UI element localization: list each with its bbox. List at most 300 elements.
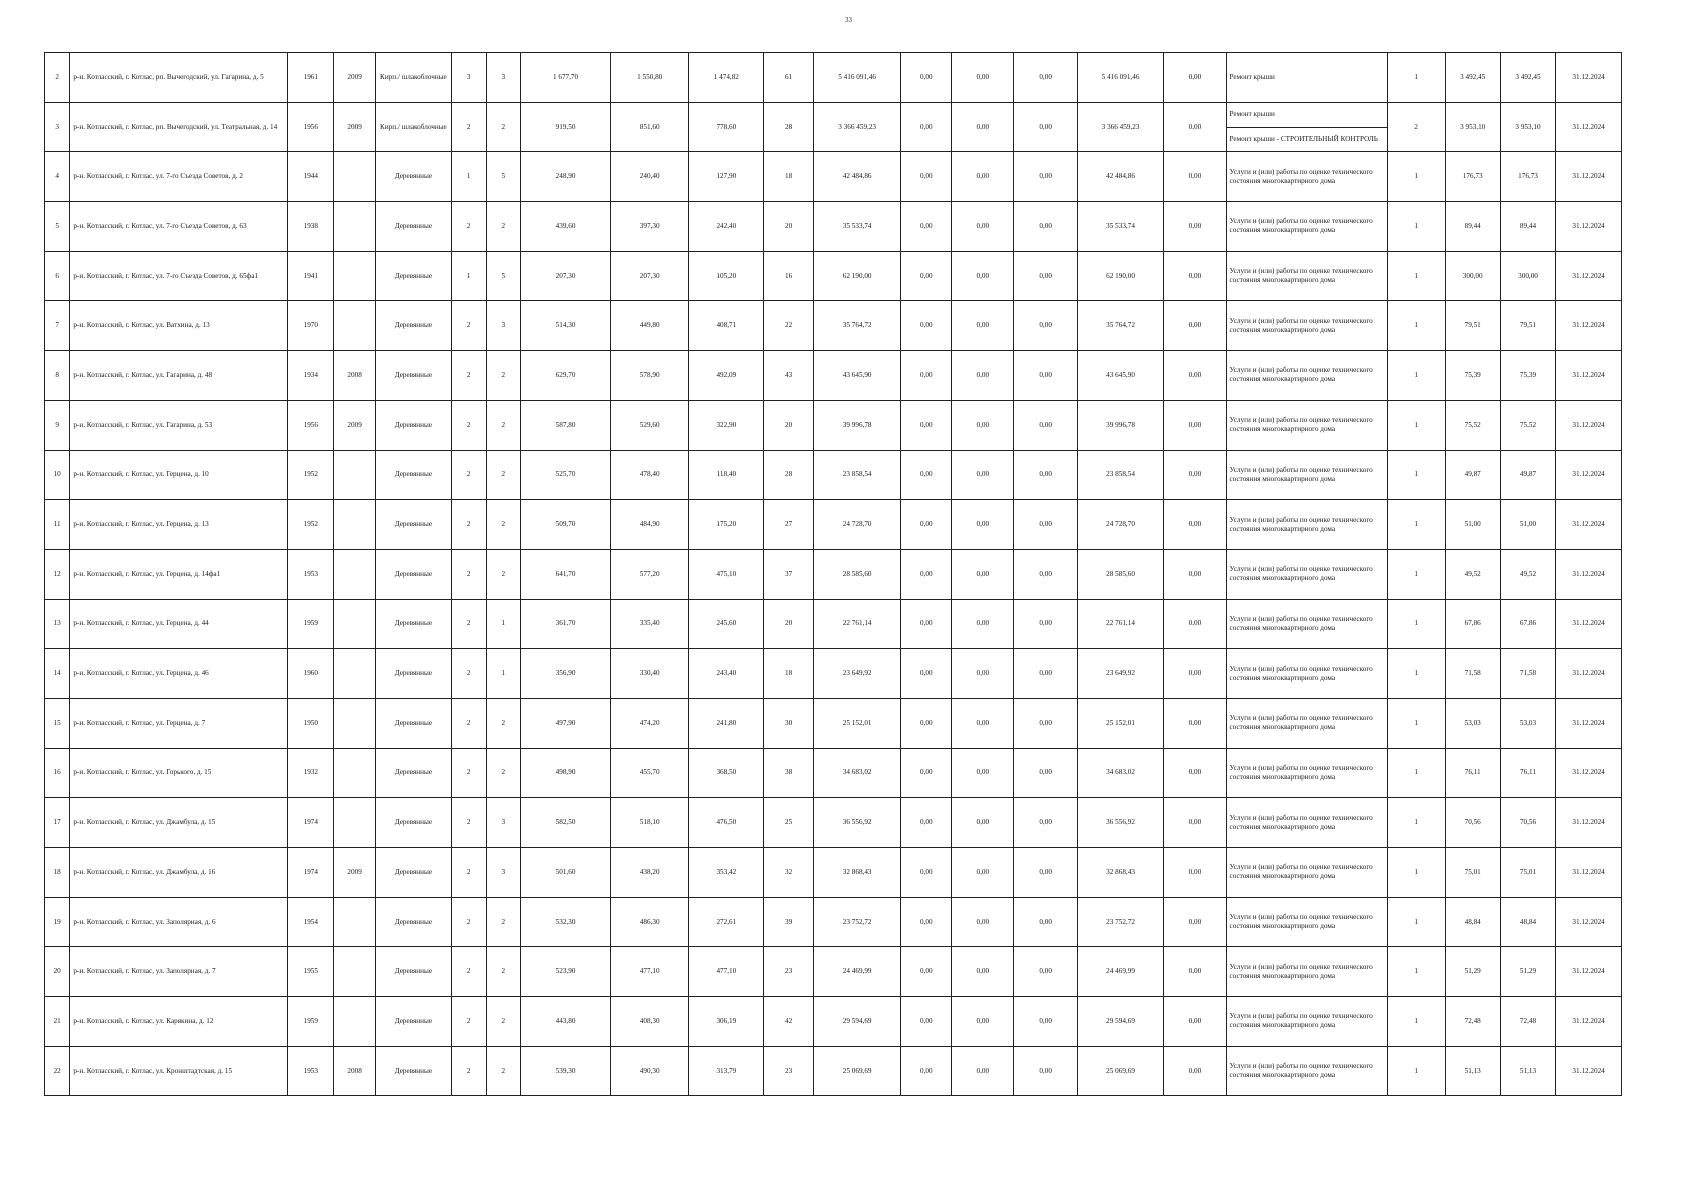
owner-funds-cell: 25 152,01 xyxy=(1077,698,1163,748)
work-count-cell: 1 xyxy=(1387,1046,1445,1096)
fund-federal-cell: 0,00 xyxy=(901,848,952,898)
work-count-cell: 1 xyxy=(1387,947,1445,997)
fund-federal-cell: 0,00 xyxy=(901,500,952,550)
row-number: 16 xyxy=(45,748,70,798)
wall-material-cell: Деревянные xyxy=(375,698,451,748)
total-area-cell: 532,30 xyxy=(521,897,611,947)
total-area-cell: 514,30 xyxy=(521,301,611,351)
work-count-cell: 1 xyxy=(1387,301,1445,351)
fund-regional-cell: 0,00 xyxy=(952,848,1014,898)
fund-regional-cell: 0,00 xyxy=(952,500,1014,550)
floors-cell: 2 xyxy=(451,549,486,599)
table-row xyxy=(45,251,1622,301)
owner-funds-cell: 23 858,54 xyxy=(1077,450,1163,500)
table-row xyxy=(45,301,1622,351)
floors-cell: 2 xyxy=(451,698,486,748)
wall-material-cell: Деревянные xyxy=(375,748,451,798)
completion-date-cell: 31.12.2024 xyxy=(1556,152,1622,202)
total-area-cell: 498,90 xyxy=(521,748,611,798)
unit-cost-limit-cell: 300,00 xyxy=(1500,251,1555,301)
fund-regional-cell: 0,00 xyxy=(952,997,1014,1047)
work-count-cell: 1 xyxy=(1387,897,1445,947)
total-area-cell: 641,70 xyxy=(521,549,611,599)
owner-funds-cell: 62 190,00 xyxy=(1077,251,1163,301)
floors-cell: 2 xyxy=(451,848,486,898)
floors-cell: 2 xyxy=(451,798,486,848)
entrances-cell: 3 xyxy=(486,301,521,351)
unit-cost-limit-cell: 75,52 xyxy=(1500,400,1555,450)
address-cell: р-н. Котласский, г. Котлас, ул. 7-го Съезда Советов, д. 2 xyxy=(70,152,288,202)
address-cell: р-н. Котласский, г. Котлас, ул. Джамбула, д. 15 xyxy=(70,798,288,848)
work-type-item: Услуги и (или) работы по оценке технического состояния многоквартирного дома xyxy=(1229,515,1373,533)
fund-regional-cell: 0,00 xyxy=(952,549,1014,599)
other-funds-cell: 0,00 xyxy=(1164,251,1226,301)
total-cost-cell: 23 649,92 xyxy=(813,649,901,699)
other-funds-cell: 0,00 xyxy=(1164,301,1226,351)
year-built-cell: 1944 xyxy=(288,152,334,202)
other-funds-cell: 0,00 xyxy=(1164,1046,1226,1096)
owner-funds-cell: 3 366 459,23 xyxy=(1077,102,1163,152)
year-built-cell: 1941 xyxy=(288,251,334,301)
table-row xyxy=(45,599,1622,649)
wall-material-cell: Деревянные xyxy=(375,549,451,599)
unit-cost-cell: 71,58 xyxy=(1445,649,1500,699)
residential-area-cell: 408,71 xyxy=(689,301,764,351)
living-area-cell: 408,30 xyxy=(610,997,688,1047)
residents-cell: 18 xyxy=(764,649,814,699)
work-type-cell xyxy=(1226,947,1387,997)
work-count-cell: 1 xyxy=(1387,848,1445,898)
table-row xyxy=(45,53,1622,103)
total-cost-cell: 35 764,72 xyxy=(813,301,901,351)
row-number: 15 xyxy=(45,698,70,748)
living-area-cell: 486,30 xyxy=(610,897,688,947)
year-reconstructed-cell xyxy=(334,897,376,947)
residential-area-cell: 492,09 xyxy=(689,351,764,401)
fund-federal-cell: 0,00 xyxy=(901,997,952,1047)
unit-cost-limit-cell: 3 492,45 xyxy=(1500,53,1555,103)
completion-date-cell: 31.12.2024 xyxy=(1556,748,1622,798)
other-funds-cell: 0,00 xyxy=(1164,500,1226,550)
unit-cost-cell: 300,00 xyxy=(1445,251,1500,301)
table-row xyxy=(45,897,1622,947)
residents-cell: 16 xyxy=(764,251,814,301)
table-row xyxy=(45,152,1622,202)
fund-local-cell: 0,00 xyxy=(1014,53,1077,103)
total-area-cell: 1 677,70 xyxy=(521,53,611,103)
table-row xyxy=(45,798,1622,848)
work-count-cell: 2 xyxy=(1387,102,1445,152)
total-cost-cell: 3 366 459,23 xyxy=(813,102,901,152)
unit-cost-cell: 3 953,10 xyxy=(1445,102,1500,152)
entrances-cell: 2 xyxy=(486,351,521,401)
floors-cell: 2 xyxy=(451,351,486,401)
total-cost-cell: 23 858,54 xyxy=(813,450,901,500)
floors-cell: 2 xyxy=(451,947,486,997)
completion-date-cell: 31.12.2024 xyxy=(1556,798,1622,848)
floors-cell: 3 xyxy=(451,53,486,103)
work-type-cell xyxy=(1226,152,1387,202)
residents-cell: 37 xyxy=(764,549,814,599)
work-type-cell xyxy=(1226,748,1387,798)
fund-federal-cell: 0,00 xyxy=(901,53,952,103)
unit-cost-limit-cell: 49,87 xyxy=(1500,450,1555,500)
entrances-cell: 2 xyxy=(486,698,521,748)
living-area-cell: 330,40 xyxy=(610,649,688,699)
unit-cost-cell: 72,48 xyxy=(1445,997,1500,1047)
fund-regional-cell: 0,00 xyxy=(952,947,1014,997)
other-funds-cell: 0,00 xyxy=(1164,848,1226,898)
unit-cost-cell: 48,84 xyxy=(1445,897,1500,947)
fund-local-cell: 0,00 xyxy=(1014,897,1077,947)
table-row xyxy=(45,748,1622,798)
wall-material-cell: Деревянные xyxy=(375,351,451,401)
unit-cost-cell: 176,73 xyxy=(1445,152,1500,202)
other-funds-cell: 0,00 xyxy=(1164,450,1226,500)
floors-cell: 2 xyxy=(451,301,486,351)
total-area-cell: 497,90 xyxy=(521,698,611,748)
living-area-cell: 490,30 xyxy=(610,1046,688,1096)
entrances-cell: 2 xyxy=(486,102,521,152)
other-funds-cell: 0,00 xyxy=(1164,798,1226,848)
work-count-cell: 1 xyxy=(1387,549,1445,599)
residential-area-cell: 313,79 xyxy=(689,1046,764,1096)
total-cost-cell: 24 469,99 xyxy=(813,947,901,997)
residential-area-cell: 245,60 xyxy=(689,599,764,649)
living-area-cell: 335,40 xyxy=(610,599,688,649)
year-reconstructed-cell xyxy=(334,500,376,550)
residents-cell: 38 xyxy=(764,748,814,798)
owner-funds-cell: 23 649,92 xyxy=(1077,649,1163,699)
residential-area-cell: 1 474,82 xyxy=(689,53,764,103)
residents-cell: 42 xyxy=(764,997,814,1047)
year-reconstructed-cell xyxy=(334,798,376,848)
fund-regional-cell: 0,00 xyxy=(952,798,1014,848)
year-built-cell: 1953 xyxy=(288,1046,334,1096)
total-cost-cell: 34 683,02 xyxy=(813,748,901,798)
entrances-cell: 2 xyxy=(486,549,521,599)
owner-funds-cell: 34 683,02 xyxy=(1077,748,1163,798)
fund-regional-cell: 0,00 xyxy=(952,897,1014,947)
unit-cost-cell: 75,39 xyxy=(1445,351,1500,401)
unit-cost-cell: 75,52 xyxy=(1445,400,1500,450)
address-cell: р-н. Котласский, г. Котлас, ул. Карякина, д. 12 xyxy=(70,997,288,1047)
other-funds-cell: 0,00 xyxy=(1164,202,1226,252)
floors-cell: 2 xyxy=(451,748,486,798)
address-cell: р-н. Котласский, г. Котлас, ул. Кронштадтская, д. 15 xyxy=(70,1046,288,1096)
work-type-cell xyxy=(1226,301,1387,351)
wall-material-cell: Деревянные xyxy=(375,202,451,252)
other-funds-cell: 0,00 xyxy=(1164,152,1226,202)
work-count-cell: 1 xyxy=(1387,450,1445,500)
other-funds-cell: 0,00 xyxy=(1164,102,1226,152)
work-count-cell: 1 xyxy=(1387,152,1445,202)
other-funds-cell: 0,00 xyxy=(1164,549,1226,599)
table-body xyxy=(45,53,1622,1096)
fund-local-cell: 0,00 xyxy=(1014,450,1077,500)
owner-funds-cell: 24 469,99 xyxy=(1077,947,1163,997)
address-cell: р-н. Котласский, г. Котлас, ул. 7-го Съезда Советов, д. 65фа1 xyxy=(70,251,288,301)
unit-cost-cell: 49,87 xyxy=(1445,450,1500,500)
fund-federal-cell: 0,00 xyxy=(901,1046,952,1096)
row-number: 14 xyxy=(45,649,70,699)
unit-cost-limit-cell: 48,84 xyxy=(1500,897,1555,947)
address-cell: р-н. Котласский, г. Котлас, ул. Герцена, д. 7 xyxy=(70,698,288,748)
address-cell: р-н. Котласский, г. Котлас, ул. Джамбула, д. 16 xyxy=(70,848,288,898)
fund-federal-cell: 0,00 xyxy=(901,351,952,401)
work-type-item: Услуги и (или) работы по оценке технического состояния многоквартирного дома xyxy=(1229,316,1373,334)
other-funds-cell: 0,00 xyxy=(1164,53,1226,103)
living-area-cell: 455,70 xyxy=(610,748,688,798)
address-cell: р-н. Котласский, г. Котлас, ул. Заполярная, д. 6 xyxy=(70,897,288,947)
owner-funds-cell: 35 533,74 xyxy=(1077,202,1163,252)
fund-federal-cell: 0,00 xyxy=(901,251,952,301)
year-built-cell: 1961 xyxy=(288,53,334,103)
fund-federal-cell: 0,00 xyxy=(901,798,952,848)
owner-funds-cell: 25 069,69 xyxy=(1077,1046,1163,1096)
unit-cost-cell: 70,56 xyxy=(1445,798,1500,848)
wall-material-cell: Деревянные xyxy=(375,947,451,997)
entrances-cell: 1 xyxy=(486,649,521,699)
work-type-item: Услуги и (или) работы по оценке технического состояния многоквартирного дома xyxy=(1229,366,1373,384)
total-cost-cell: 29 594,69 xyxy=(813,997,901,1047)
total-cost-cell: 62 190,00 xyxy=(813,251,901,301)
table-row xyxy=(45,1046,1622,1096)
owner-funds-cell: 28 585,60 xyxy=(1077,549,1163,599)
unit-cost-cell: 53,03 xyxy=(1445,698,1500,748)
residential-area-cell: 476,50 xyxy=(689,798,764,848)
residents-cell: 27 xyxy=(764,500,814,550)
residents-cell: 43 xyxy=(764,351,814,401)
work-count-cell: 1 xyxy=(1387,698,1445,748)
unit-cost-limit-cell: 70,56 xyxy=(1500,798,1555,848)
residential-area-cell: 241,80 xyxy=(689,698,764,748)
residential-area-cell: 306,19 xyxy=(689,997,764,1047)
owner-funds-cell: 5 416 091,46 xyxy=(1077,53,1163,103)
entrances-cell: 2 xyxy=(486,997,521,1047)
total-area-cell: 525,70 xyxy=(521,450,611,500)
year-reconstructed-cell: 2009 xyxy=(334,400,376,450)
residents-cell: 32 xyxy=(764,848,814,898)
row-number: 2 xyxy=(45,53,70,103)
fund-local-cell: 0,00 xyxy=(1014,251,1077,301)
residents-cell: 30 xyxy=(764,698,814,748)
total-cost-cell: 5 416 091,46 xyxy=(813,53,901,103)
other-funds-cell: 0,00 xyxy=(1164,748,1226,798)
work-type-cell xyxy=(1226,400,1387,450)
total-cost-cell: 25 069,69 xyxy=(813,1046,901,1096)
year-built-cell: 1954 xyxy=(288,897,334,947)
completion-date-cell: 31.12.2024 xyxy=(1556,897,1622,947)
year-reconstructed-cell: 2009 xyxy=(334,53,376,103)
living-area-cell: 474,20 xyxy=(610,698,688,748)
other-funds-cell: 0,00 xyxy=(1164,897,1226,947)
entrances-cell: 2 xyxy=(486,947,521,997)
other-funds-cell: 0,00 xyxy=(1164,351,1226,401)
living-area-cell: 577,20 xyxy=(610,549,688,599)
fund-regional-cell: 0,00 xyxy=(952,748,1014,798)
residents-cell: 25 xyxy=(764,798,814,848)
wall-material-cell: Деревянные xyxy=(375,599,451,649)
wall-material-cell: Деревянные xyxy=(375,500,451,550)
owner-funds-cell: 42 484,86 xyxy=(1077,152,1163,202)
work-type-item: Услуги и (или) работы по оценке технического состояния многоквартирного дома xyxy=(1229,416,1373,434)
year-built-cell: 1934 xyxy=(288,351,334,401)
living-area-cell: 397,30 xyxy=(610,202,688,252)
table-row xyxy=(45,500,1622,550)
address-cell: р-н. Котласский, г. Котлас, рп. Вычегодский, ул. Гагарина, д. 5 xyxy=(70,53,288,103)
row-number: 13 xyxy=(45,599,70,649)
address-cell: р-н. Котласский, г. Котлас, ул. Гагарина, д. 53 xyxy=(70,400,288,450)
year-reconstructed-cell xyxy=(334,152,376,202)
work-type-item: Услуги и (или) работы по оценке технического состояния многоквартирного дома xyxy=(1229,763,1373,781)
fund-local-cell: 0,00 xyxy=(1014,400,1077,450)
fund-regional-cell: 0,00 xyxy=(952,698,1014,748)
total-cost-cell: 23 752,72 xyxy=(813,897,901,947)
work-type-item: Услуги и (или) работы по оценке технического состояния многоквартирного дома xyxy=(1229,465,1373,483)
fund-local-cell: 0,00 xyxy=(1014,947,1077,997)
year-built-cell: 1952 xyxy=(288,450,334,500)
year-reconstructed-cell xyxy=(334,450,376,500)
unit-cost-cell: 49,52 xyxy=(1445,549,1500,599)
table-row xyxy=(45,997,1622,1047)
work-type-item: Ремонт крыши xyxy=(1229,110,1275,119)
completion-date-cell: 31.12.2024 xyxy=(1556,351,1622,401)
completion-date-cell: 31.12.2024 xyxy=(1556,53,1622,103)
floors-cell: 1 xyxy=(451,251,486,301)
total-cost-cell: 36 556,92 xyxy=(813,798,901,848)
floors-cell: 2 xyxy=(451,102,486,152)
fund-regional-cell: 0,00 xyxy=(952,1046,1014,1096)
fund-federal-cell: 0,00 xyxy=(901,698,952,748)
work-count-cell: 1 xyxy=(1387,251,1445,301)
table-row xyxy=(45,947,1622,997)
wall-material-cell: Деревянные xyxy=(375,301,451,351)
work-type-cell xyxy=(1226,698,1387,748)
unit-cost-limit-cell: 67,86 xyxy=(1500,599,1555,649)
row-number: 5 xyxy=(45,202,70,252)
year-built-cell: 1950 xyxy=(288,698,334,748)
total-cost-cell: 42 484,86 xyxy=(813,152,901,202)
residents-cell: 28 xyxy=(764,102,814,152)
total-cost-cell: 39 996,78 xyxy=(813,400,901,450)
wall-material-cell: Деревянные xyxy=(375,798,451,848)
work-type-item: Услуги и (или) работы по оценке технического состояния многоквартирного дома xyxy=(1229,664,1373,682)
work-type-cell xyxy=(1226,599,1387,649)
wall-material-cell: Кирп./ шлакоблочные xyxy=(375,53,451,103)
wall-material-cell: Кирп./ шлакоблочные xyxy=(375,102,451,152)
residents-cell: 23 xyxy=(764,947,814,997)
floors-cell: 2 xyxy=(451,202,486,252)
table-row xyxy=(45,549,1622,599)
floors-cell: 2 xyxy=(451,897,486,947)
work-type-item: Услуги и (или) работы по оценке технического состояния многоквартирного дома xyxy=(1229,167,1373,185)
residents-cell: 18 xyxy=(764,152,814,202)
work-type-item: Услуги и (или) работы по оценке технического состояния многоквартирного дома xyxy=(1229,1012,1373,1030)
owner-funds-cell: 36 556,92 xyxy=(1077,798,1163,848)
total-cost-cell: 25 152,01 xyxy=(813,698,901,748)
row-number: 8 xyxy=(45,351,70,401)
fund-regional-cell: 0,00 xyxy=(952,450,1014,500)
total-area-cell: 509,70 xyxy=(521,500,611,550)
total-area-cell: 582,50 xyxy=(521,798,611,848)
living-area-cell: 478,40 xyxy=(610,450,688,500)
fund-federal-cell: 0,00 xyxy=(901,748,952,798)
fund-local-cell: 0,00 xyxy=(1014,848,1077,898)
wall-material-cell: Деревянные xyxy=(375,152,451,202)
unit-cost-limit-cell: 53,03 xyxy=(1500,698,1555,748)
completion-date-cell: 31.12.2024 xyxy=(1556,251,1622,301)
year-reconstructed-cell xyxy=(334,301,376,351)
year-reconstructed-cell xyxy=(334,997,376,1047)
entrances-cell: 3 xyxy=(486,848,521,898)
completion-date-cell: 31.12.2024 xyxy=(1556,102,1622,152)
fund-regional-cell: 0,00 xyxy=(952,400,1014,450)
work-count-cell: 1 xyxy=(1387,500,1445,550)
work-type-item: Услуги и (или) работы по оценке технического состояния многоквартирного дома xyxy=(1229,813,1373,831)
row-number: 7 xyxy=(45,301,70,351)
floors-cell: 2 xyxy=(451,649,486,699)
year-reconstructed-cell xyxy=(334,549,376,599)
year-built-cell: 1970 xyxy=(288,301,334,351)
fund-federal-cell: 0,00 xyxy=(901,897,952,947)
fund-federal-cell: 0,00 xyxy=(901,450,952,500)
work-count-cell: 1 xyxy=(1387,202,1445,252)
entrances-cell: 3 xyxy=(486,798,521,848)
living-area-cell: 449,80 xyxy=(610,301,688,351)
residential-area-cell: 118,40 xyxy=(689,450,764,500)
other-funds-cell: 0,00 xyxy=(1164,649,1226,699)
residents-cell: 39 xyxy=(764,897,814,947)
unit-cost-limit-cell: 75,39 xyxy=(1500,351,1555,401)
owner-funds-cell: 22 761,14 xyxy=(1077,599,1163,649)
residential-area-cell: 322,90 xyxy=(689,400,764,450)
unit-cost-limit-cell: 79,51 xyxy=(1500,301,1555,351)
year-reconstructed-cell: 2009 xyxy=(334,848,376,898)
address-cell: р-н. Котласский, г. Котлас, рп. Вычегодский, ул. Театральная, д. 14 xyxy=(70,102,288,152)
completion-date-cell: 31.12.2024 xyxy=(1556,947,1622,997)
row-number: 6 xyxy=(45,251,70,301)
work-type-cell xyxy=(1226,798,1387,848)
living-area-cell: 518,10 xyxy=(610,798,688,848)
row-number: 21 xyxy=(45,997,70,1047)
floors-cell: 2 xyxy=(451,500,486,550)
owner-funds-cell: 32 868,43 xyxy=(1077,848,1163,898)
address-cell: р-н. Котласский, г. Котлас, ул. Герцена, д. 13 xyxy=(70,500,288,550)
residential-area-cell: 105,20 xyxy=(689,251,764,301)
floors-cell: 2 xyxy=(451,400,486,450)
work-type-cell xyxy=(1226,897,1387,947)
year-reconstructed-cell xyxy=(334,947,376,997)
residential-area-cell: 368,50 xyxy=(689,748,764,798)
fund-local-cell: 0,00 xyxy=(1014,202,1077,252)
completion-date-cell: 31.12.2024 xyxy=(1556,1046,1622,1096)
register-table xyxy=(44,52,1622,1096)
year-built-cell: 1974 xyxy=(288,848,334,898)
year-reconstructed-cell xyxy=(334,251,376,301)
wall-material-cell: Деревянные xyxy=(375,997,451,1047)
completion-date-cell: 31.12.2024 xyxy=(1556,500,1622,550)
residential-area-cell: 477,10 xyxy=(689,947,764,997)
work-type-item: Услуги и (или) работы по оценке технического состояния многоквартирного дома xyxy=(1229,217,1373,235)
living-area-cell: 477,10 xyxy=(610,947,688,997)
total-area-cell: 361,70 xyxy=(521,599,611,649)
living-area-cell: 851,60 xyxy=(610,102,688,152)
fund-local-cell: 0,00 xyxy=(1014,152,1077,202)
completion-date-cell: 31.12.2024 xyxy=(1556,649,1622,699)
work-count-cell: 1 xyxy=(1387,351,1445,401)
wall-material-cell: Деревянные xyxy=(375,1046,451,1096)
